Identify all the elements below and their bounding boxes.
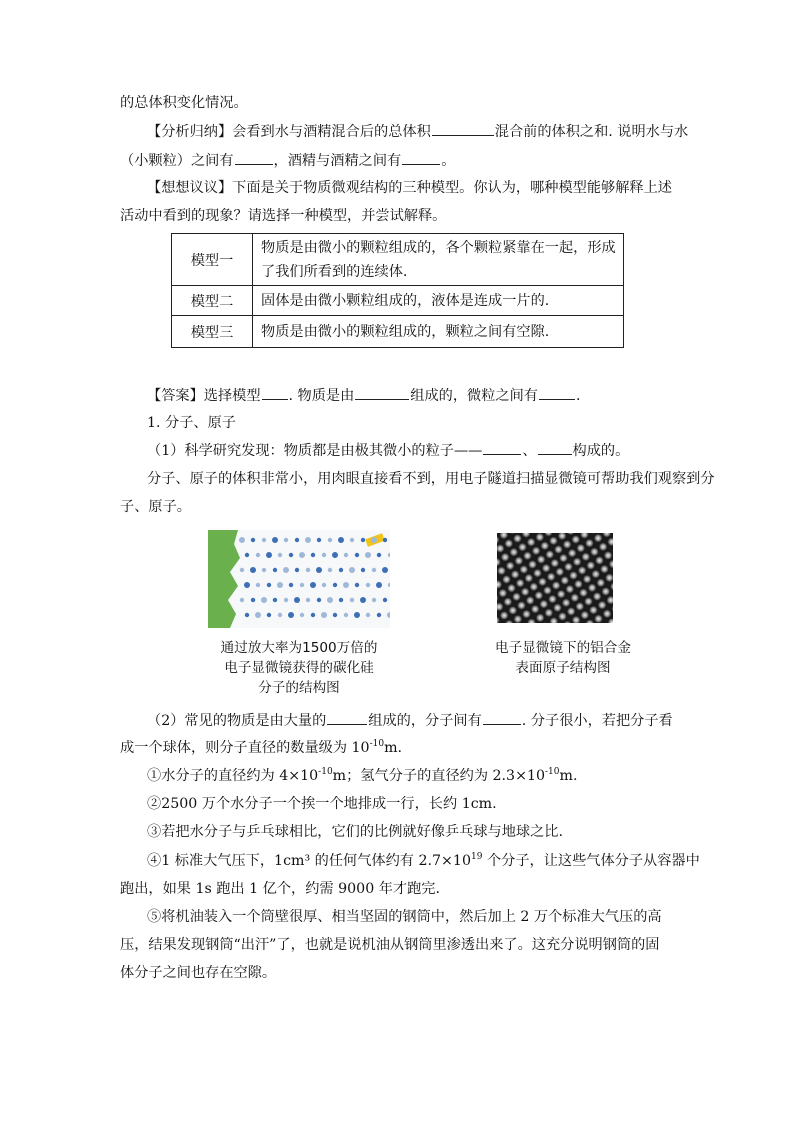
blank-model[interactable] xyxy=(262,385,288,400)
caption-line: 电子显微镜下的铝合金 xyxy=(495,640,631,656)
model-name: 模型三 xyxy=(172,316,253,348)
discuss-line-1: 【想想议议】下面是关于物质微观结构的三种模型。你认为，哪种模型能够解释上述 xyxy=(147,180,672,196)
silicon-carbide-image xyxy=(208,530,390,628)
item-5-line-1: ⑤将机油装入一个筒壁很厚、相当坚固的钢筒中，然后加上 2 万个标准大气压的高 xyxy=(147,909,662,925)
table-row xyxy=(172,286,624,316)
model-desc-line: 物质是由微小的颗粒组成的，各个颗粒紧靠在一起，形成 xyxy=(261,239,616,256)
table-row xyxy=(172,234,624,286)
item-2: ②2500 万个水分子一个挨一个地排成一行，长约 1cm. xyxy=(147,796,497,812)
part2-line-2: 成一个球体，则分子直径的数量级为 $10^{-10}m$. xyxy=(120,739,403,756)
caption-line: 通过放大率为1500万倍的 xyxy=(220,640,378,656)
right-figure-caption xyxy=(463,638,663,678)
item-5-line-2: 压，结果发现钢筒“出汗”了，也就是说机油从钢筒里渗透出来了。这充分说明钢筒的固 xyxy=(120,937,660,953)
blank-molecule[interactable] xyxy=(483,440,521,455)
model-desc: 固体是由微小颗粒组成的，液体是连成一片的. xyxy=(253,286,624,316)
item-5-line-3: 体分子之间也存在空隙。 xyxy=(120,965,277,981)
blank-composed-molecules[interactable] xyxy=(327,710,367,725)
blank-alcohol-gap[interactable] xyxy=(402,150,440,165)
para-1: （1）科学研究发现：物质都是由极其微小的粒子—— 、 构成的。 xyxy=(147,440,629,461)
item-3: ③若把水分子与乒乓球相比，它们的比例就好像乒乓球与地球之比. xyxy=(147,824,563,840)
intro-line: 的总体积变化情况。 xyxy=(120,95,248,111)
table-row xyxy=(172,316,624,348)
part2-line-1: （2）常见的物质是由大量的 组成的，分子间有 . 分子很小，若把分子看 xyxy=(147,710,673,731)
section-heading: 1. 分子、原子 xyxy=(147,415,236,431)
model-desc: 物质是由微小的颗粒组成的，颗粒之间有空隙. xyxy=(253,316,624,348)
para-3: 子、原子。 xyxy=(120,499,191,515)
item-1: ①水分子的直径约为 $4\times 10^{-10}m$；氢气分子的直径约为 $2.3\times 10^{-10}m$. xyxy=(147,767,578,784)
caption-line: 表面原子结构图 xyxy=(515,660,611,676)
analysis-line-1: 【分析归纳】会看到水与酒精混合后的总体积 混合前的体积之和. 说明水与水 xyxy=(147,121,688,142)
model-name: 模型一 xyxy=(172,234,253,286)
blank-total-volume[interactable] xyxy=(432,121,494,136)
model-desc xyxy=(253,234,624,286)
blank-water-gap[interactable] xyxy=(235,150,273,165)
analysis-line-2: （小颗粒）之间有 ，酒精与酒精之间有 。 xyxy=(120,150,455,171)
blank-between[interactable] xyxy=(539,385,575,400)
item-4-line-2: 跑出，如果 1s 跑出 1 亿个，约需 9000 年才跑完. xyxy=(120,881,441,897)
models-table xyxy=(171,233,624,348)
model-name: 模型二 xyxy=(172,286,253,316)
blank-composed-of[interactable] xyxy=(355,385,409,400)
para-2: 分子、原子的体积非常小，用肉眼直接看不到，用电子隧道扫描显微镜可帮助我们观察到分 xyxy=(147,471,715,487)
model-desc-line: 了我们所看到的连续体. xyxy=(261,263,408,280)
caption-line: 电子显微镜获得的碳化硅 xyxy=(224,660,374,676)
left-figure-caption xyxy=(199,638,399,698)
caption-line: 分子的结构图 xyxy=(258,680,340,696)
item-4-line-1: ④1 标准大气压下，1cm³ 的任何气体约有 $2.7\times 10^{19}$ 个分子，让这些气体分子从容器中 xyxy=(147,852,700,869)
aluminum-alloy-atom-image xyxy=(497,533,613,623)
answer-line: 【答案】选择模型 . 物质是由 组成的，微粒之间有 . xyxy=(147,385,581,406)
discuss-line-2: 活动中看到的现象？请选择一种模型，并尝试解释。 xyxy=(120,208,447,224)
blank-atom[interactable] xyxy=(538,440,572,455)
blank-molecule-gap[interactable] xyxy=(483,710,521,725)
